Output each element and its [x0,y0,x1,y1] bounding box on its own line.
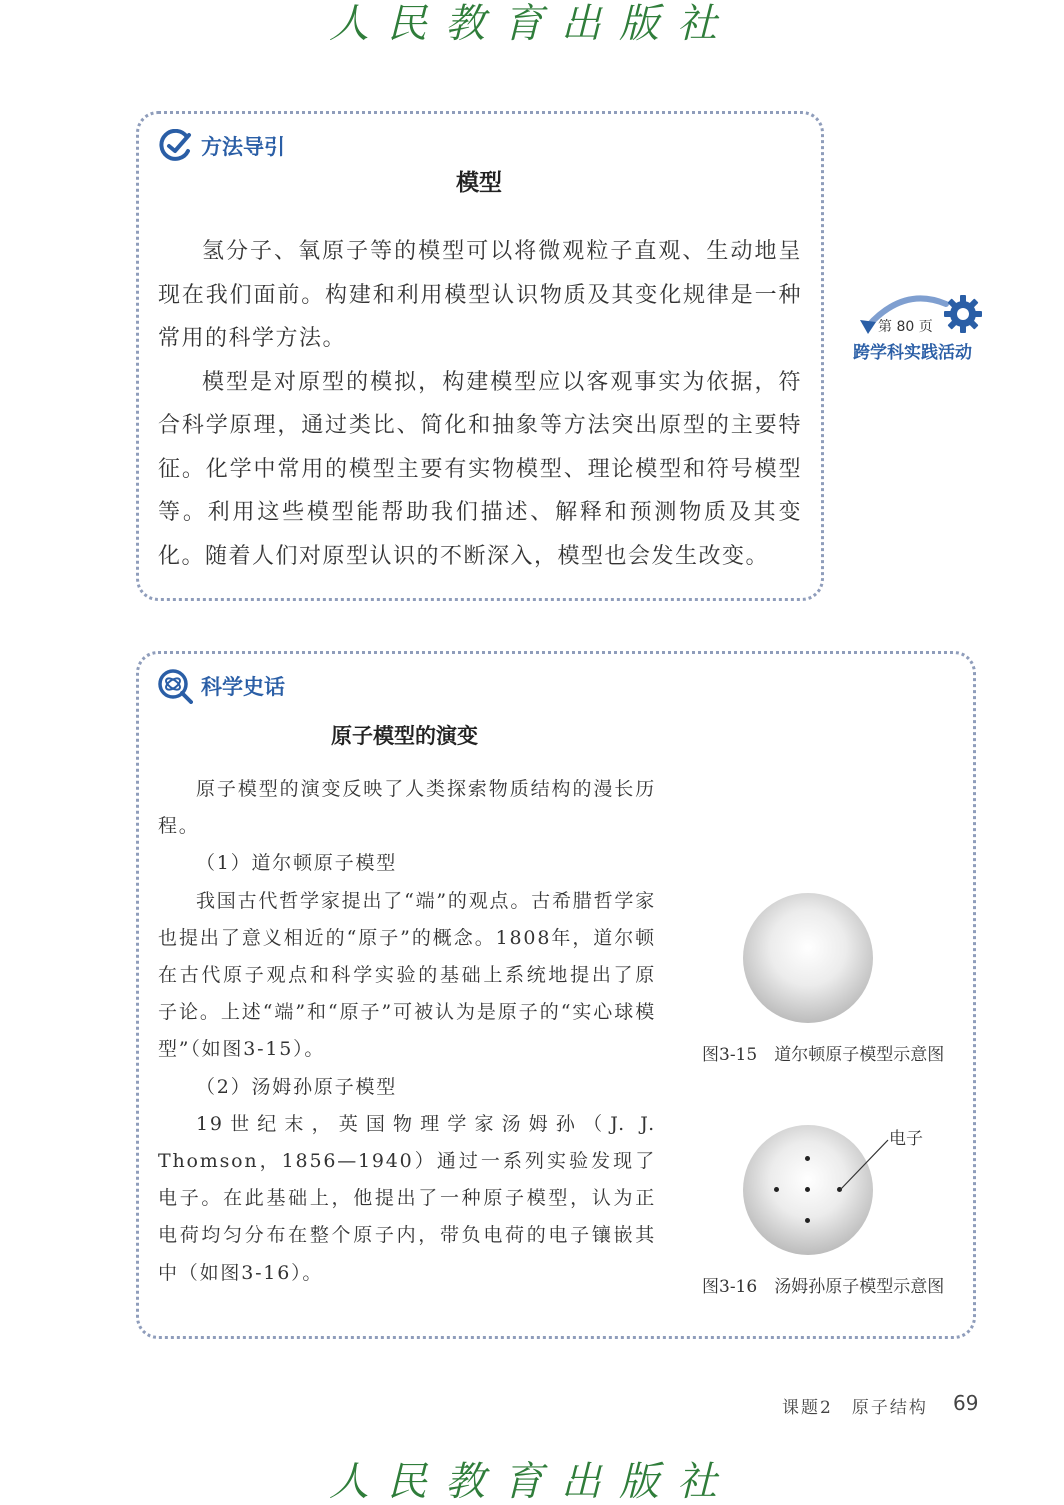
science-history-label: 科学史话 [201,675,285,699]
electron-dot [805,1187,810,1192]
electron-label: 电子 [889,1129,923,1149]
chapter-label: 课题2 原子结构 [782,1398,928,1418]
science-history-header [157,668,285,704]
figure-3-16-caption: 图3-16 汤姆孙原子模型示意图 [702,1277,945,1297]
history-section1-text: 我国古代哲学家提出了“端”的观点。古希腊哲学家也提出了意义相近的“原子”的概念。1808年，道尔顿在古代原子观点和科学实验的基础上系统地提出了原子论。上述“端”和“原子”可被认为是原子的“实心球模型”（如图3-15）。 [158,889,656,1061]
history-section2-heading: （2）汤姆孙原子模型 [196,1075,398,1098]
method-guide-label: 方法导引 [201,135,285,159]
method-guide-header [157,129,285,163]
electron-dot [774,1187,779,1192]
history-section1-heading: （1）道尔顿原子模型 [196,852,398,875]
gear-icon [943,294,983,334]
electron-leader-line [838,1138,890,1192]
history-section2-text: 19世纪末，英国物理学家汤姆孙（J. J. Thomson，1856—1940）通过一系列实验发现了电子。在此基础上，他提出了一种原子模型，认为正电荷均匀分布在整个原子内，带负电荷的电子镶嵌其中（如图3-16）。 [158,1112,656,1284]
dalton-model-sphere [743,893,873,1023]
publisher-logo-bottom: 人民教育出版社 [329,1459,735,1505]
method-paragraph-1: 氢分子、氧原子等的模型可以将微观粒子直观、生动地呈现在我们面前。构建和利用模型认识物质及其变化规律是一种常用的科学方法。 [158,239,802,351]
magnifier-atom-icon [157,668,193,704]
page-number: 69 [953,1391,979,1415]
method-paragraph-2: 模型是对原型的模拟，构建模型应以客观事实为依据，符合科学原理，通过类比、简化和抽象等方法突出原型的主要特征。化学中常用的模型主要有实物模型、理论模型和符号模型等。利用这些模型能帮助我们描述、解释和预测物质及其变化。随着人们对原型认识的不断深入，模型也会发生改变。 [158,369,802,569]
method-guide-title: 模型 [456,170,502,196]
electron-dot [805,1156,810,1161]
science-history-body [158,771,656,1292]
side-link[interactable] [846,290,996,363]
figure-3-15-caption: 图3-15 道尔顿原子模型示意图 [702,1045,945,1065]
science-history-title: 原子模型的演变 [331,724,478,748]
method-guide-icon [157,129,193,163]
history-intro: 原子模型的演变反映了人类探索物质结构的漫长历程。 [158,778,656,838]
side-link-label: 跨学科实践活动 [853,343,972,363]
side-link-page: 第 80 页 [878,319,933,335]
method-guide-body [158,230,802,578]
electron-dot [805,1218,810,1223]
publisher-logo-top: 人民教育出版社 [329,1,735,47]
